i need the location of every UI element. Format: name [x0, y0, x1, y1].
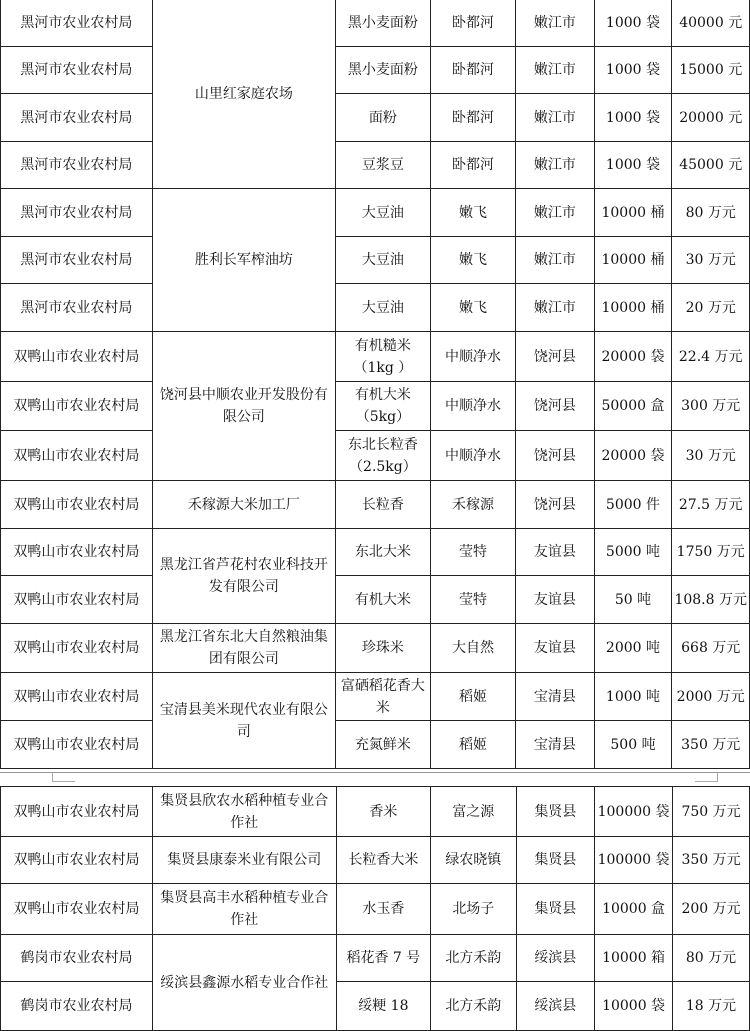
- amount-cell: 20000 元: [672, 94, 750, 142]
- company-cell: 山里红家庭农场: [152, 0, 335, 189]
- amount-cell: 350 万元: [673, 837, 750, 884]
- amount-cell: 108.8 万元: [672, 576, 750, 624]
- table-row: [1, 189, 750, 237]
- quantity-cell: 10000 桶: [594, 237, 672, 284]
- table-row: [1, 94, 750, 142]
- area-cell: 饶河县: [516, 382, 594, 431]
- page-break-separator: [0, 770, 750, 786]
- brand-cell: 北方禾韵: [431, 935, 516, 982]
- product-cell: 珍珠米: [336, 624, 431, 673]
- company-cell: 黑龙江省芦花村农业科技开 发有限公司: [152, 529, 335, 624]
- amount-cell: 45000 元: [672, 142, 750, 189]
- amount-cell: 350 万元: [672, 721, 750, 769]
- amount-cell: 40000 元: [672, 0, 750, 47]
- brand-cell: 大自然: [430, 624, 515, 673]
- amount-cell: 200 万元: [673, 884, 750, 935]
- table-row: [1, 982, 750, 1031]
- brand-cell: 中顺净水: [430, 382, 515, 431]
- agency-cell: 鹤岗市农业农村局: [1, 982, 153, 1031]
- quantity-cell: 1000 吨: [594, 673, 672, 721]
- quantity-cell: 10000 盒: [595, 884, 673, 935]
- area-cell: 集贤县: [516, 787, 595, 837]
- table-row: [1, 284, 750, 332]
- table-row: [1, 884, 750, 935]
- table-row: [1, 721, 750, 769]
- quantity-cell: 2000 吨: [594, 624, 672, 673]
- table-row: [1, 431, 750, 481]
- amount-cell: 80 万元: [672, 189, 750, 237]
- agency-cell: 黑河市农业农村局: [1, 47, 153, 94]
- company-cell: 集贤县康泰米业有限公司: [152, 837, 336, 884]
- agency-cell: 鹤岗市农业农村局: [1, 935, 153, 982]
- area-cell: 集贤县: [516, 837, 595, 884]
- quantity-cell: 10000 袋: [595, 982, 673, 1031]
- agency-cell: 双鸭山市农业农村局: [1, 431, 153, 481]
- product-cell: 水玉香: [336, 884, 430, 935]
- area-cell: 饶河县: [516, 481, 594, 529]
- company-cell: 绥滨县鑫源水稻专业合作社: [152, 935, 336, 1031]
- brand-cell: 嫩飞: [430, 189, 515, 237]
- agency-cell: 双鸭山市农业农村局: [1, 884, 153, 935]
- brand-cell: 卧都河: [430, 94, 515, 142]
- agency-cell: 黑河市农业农村局: [1, 237, 153, 284]
- table-row: [1, 837, 750, 884]
- amount-cell: 300 万元: [672, 382, 750, 431]
- area-cell: 宝清县: [516, 721, 594, 769]
- product-cell: 大豆油: [336, 237, 431, 284]
- area-cell: 嫩江市: [516, 142, 594, 189]
- area-cell: 嫩江市: [516, 47, 594, 94]
- agency-cell: 双鸭山市农业农村局: [1, 529, 153, 576]
- amount-cell: 2000 万元: [672, 673, 750, 721]
- quantity-cell: 1000 袋: [594, 94, 672, 142]
- product-cell: 黑小麦面粉: [336, 0, 431, 47]
- area-cell: 友谊县: [516, 576, 594, 624]
- brand-cell: 卧都河: [430, 47, 515, 94]
- area-cell: 饶河县: [516, 332, 594, 382]
- area-cell: 宝清县: [516, 673, 594, 721]
- company-cell: 宝清县美米现代农业有限公 司: [152, 673, 335, 769]
- quantity-cell: 1000 袋: [594, 47, 672, 94]
- quantity-cell: 50000 盒: [594, 382, 672, 431]
- product-cell: 豆浆豆: [336, 142, 431, 189]
- quantity-cell: 20000 袋: [594, 431, 672, 481]
- agency-cell: 黑河市农业农村局: [1, 189, 153, 237]
- amount-cell: 15000 元: [672, 47, 750, 94]
- product-table-page2: [0, 786, 750, 1031]
- product-cell: 面粉: [336, 94, 431, 142]
- agency-cell: 双鸭山市农业农村局: [1, 576, 153, 624]
- brand-cell: 禾稼源: [430, 481, 515, 529]
- table-row: [1, 787, 750, 837]
- agency-cell: 黑河市农业农村局: [1, 142, 153, 189]
- product-cell: 大豆油: [336, 189, 431, 237]
- brand-cell: 卧都河: [430, 142, 515, 189]
- company-cell: 集贤县高丰水稻种植专业合 作社: [152, 884, 336, 935]
- table-row: [1, 47, 750, 94]
- product-cell: 有机大米 （5kg）: [336, 382, 431, 431]
- product-cell: 有机糙米 （1kg ）: [336, 332, 431, 382]
- product-cell: 黑小麦面粉: [336, 47, 431, 94]
- quantity-cell: 5000 件: [594, 481, 672, 529]
- brand-cell: 稻姬: [430, 673, 515, 721]
- amount-cell: 30 万元: [672, 237, 750, 284]
- agency-cell: 双鸭山市农业农村局: [1, 673, 153, 721]
- amount-cell: 668 万元: [672, 624, 750, 673]
- agency-cell: 双鸭山市农业农村局: [1, 721, 153, 769]
- agency-cell: 双鸭山市农业农村局: [1, 787, 153, 837]
- company-cell: 胜利长军榨油坊: [152, 189, 335, 332]
- agency-cell: 黑河市农业农村局: [1, 0, 153, 47]
- table-row: [1, 332, 750, 382]
- table-row: [1, 935, 750, 982]
- quantity-cell: 5000 吨: [594, 529, 672, 576]
- product-cell: 大豆油: [336, 284, 431, 332]
- quantity-cell: 1000 袋: [594, 0, 672, 47]
- brand-cell: 北方禾韵: [431, 982, 516, 1031]
- agency-cell: 黑河市农业农村局: [1, 94, 153, 142]
- amount-cell: 22.4 万元: [672, 332, 750, 382]
- product-cell: 长粒香大米: [336, 837, 430, 884]
- brand-cell: 绿农晓镇: [431, 837, 516, 884]
- quantity-cell: 10000 桶: [594, 284, 672, 332]
- amount-cell: 18 万元: [673, 982, 750, 1031]
- area-cell: 饶河县: [516, 431, 594, 481]
- page-corner-mark-right: [695, 773, 718, 782]
- table-row: [1, 481, 750, 529]
- amount-cell: 30 万元: [672, 431, 750, 481]
- product-cell: 富硒稻花香大 米: [336, 673, 431, 721]
- area-cell: 绥滨县: [516, 935, 595, 982]
- table-row: [1, 624, 750, 673]
- brand-cell: 北场子: [431, 884, 516, 935]
- table-row: [1, 237, 750, 284]
- agency-cell: 黑河市农业农村局: [1, 284, 153, 332]
- area-cell: 嫩江市: [516, 0, 594, 47]
- quantity-cell: 100000 袋: [595, 787, 673, 837]
- product-cell: 长粒香: [336, 481, 431, 529]
- quantity-cell: 20000 袋: [594, 332, 672, 382]
- product-cell: 东北大米: [336, 529, 431, 576]
- amount-cell: 750 万元: [673, 787, 750, 837]
- product-cell: 东北长粒香 （2.5kg）: [336, 431, 431, 481]
- amount-cell: 1750 万元: [672, 529, 750, 576]
- product-cell: 绥粳 18: [336, 982, 430, 1031]
- area-cell: 嫩江市: [516, 189, 594, 237]
- table-row: [1, 529, 750, 576]
- brand-cell: 卧都河: [430, 0, 515, 47]
- agency-cell: 双鸭山市农业农村局: [1, 624, 153, 673]
- agency-cell: 双鸭山市农业农村局: [1, 382, 153, 431]
- area-cell: 嫩江市: [516, 237, 594, 284]
- quantity-cell: 100000 袋: [595, 837, 673, 884]
- company-cell: 集贤县欣农水稻种植专业合 作社: [152, 787, 336, 837]
- table-row: [1, 673, 750, 721]
- agency-cell: 双鸭山市农业农村局: [1, 837, 153, 884]
- area-cell: 嫩江市: [516, 94, 594, 142]
- quantity-cell: 500 吨: [594, 721, 672, 769]
- amount-cell: 20 万元: [672, 284, 750, 332]
- quantity-cell: 10000 桶: [594, 189, 672, 237]
- brand-cell: 稻姬: [430, 721, 515, 769]
- company-cell: 禾稼源大米加工厂: [152, 481, 335, 529]
- quantity-cell: 50 吨: [594, 576, 672, 624]
- page-break-line: [0, 772, 750, 773]
- company-cell: 饶河县中顺农业开发股份有 限公司: [152, 332, 335, 481]
- quantity-cell: 10000 箱: [595, 935, 673, 982]
- area-cell: 集贤县: [516, 884, 595, 935]
- brand-cell: 中顺净水: [430, 431, 515, 481]
- area-cell: 嫩江市: [516, 284, 594, 332]
- product-cell: 充氮鲜米: [336, 721, 431, 769]
- brand-cell: 富之源: [431, 787, 516, 837]
- amount-cell: 80 万元: [673, 935, 750, 982]
- brand-cell: 中顺净水: [430, 332, 515, 382]
- area-cell: 绥滨县: [516, 982, 595, 1031]
- amount-cell: 27.5 万元: [672, 481, 750, 529]
- product-cell: 香米: [336, 787, 430, 837]
- table-row: [1, 576, 750, 624]
- table-row: [1, 0, 750, 47]
- company-cell: 黑龙江省东北大自然粮油集 团有限公司: [152, 624, 335, 673]
- area-cell: 友谊县: [516, 529, 594, 576]
- page-corner-mark-left: [52, 773, 75, 782]
- table-row: [1, 142, 750, 189]
- product-cell: 稻花香 7 号: [336, 935, 430, 982]
- table-row: [1, 382, 750, 431]
- brand-cell: 嫩飞: [430, 237, 515, 284]
- brand-cell: 莹特: [430, 529, 515, 576]
- agency-cell: 双鸭山市农业农村局: [1, 332, 153, 382]
- agency-cell: 双鸭山市农业农村局: [1, 481, 153, 529]
- product-cell: 有机大米: [336, 576, 431, 624]
- area-cell: 友谊县: [516, 624, 594, 673]
- brand-cell: 嫩飞: [430, 284, 515, 332]
- quantity-cell: 1000 袋: [594, 142, 672, 189]
- brand-cell: 莹特: [430, 576, 515, 624]
